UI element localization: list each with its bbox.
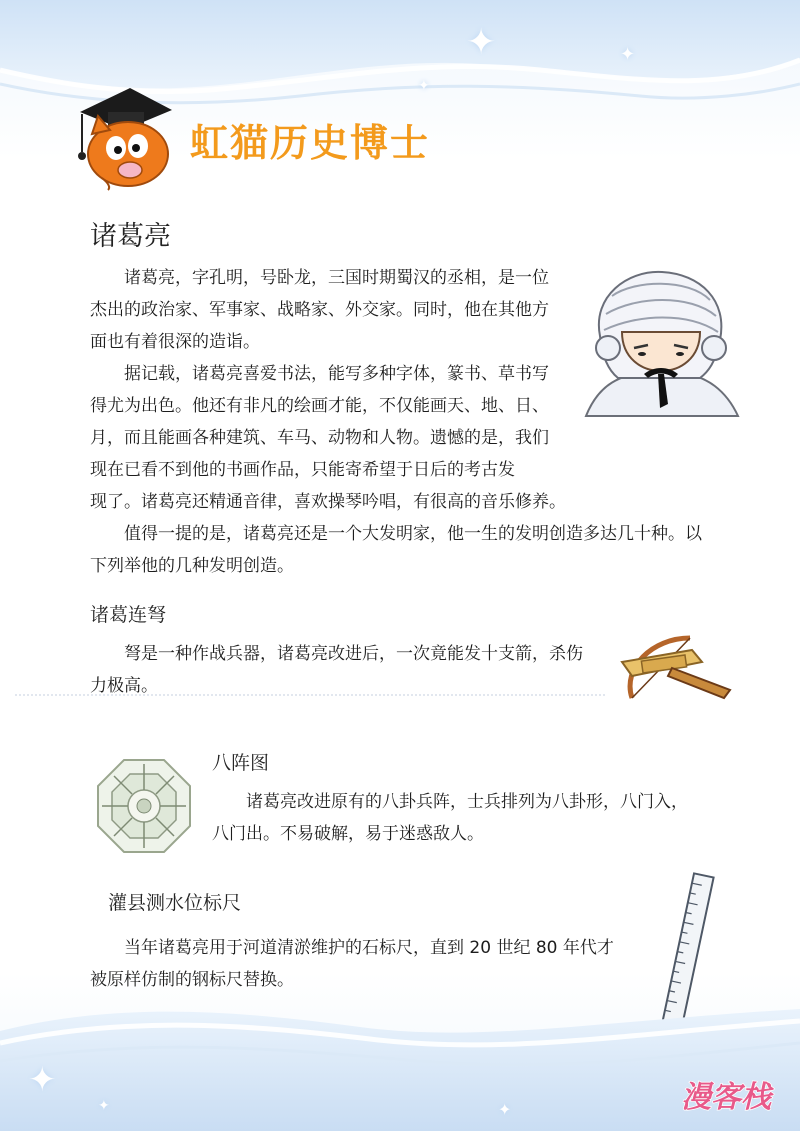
zhuge-liang-portrait — [578, 266, 744, 432]
paragraph-ruler — [90, 932, 650, 996]
paragraph-line: 现在已看不到他的书画作品，只能寄希望于日后的考古发 — [90, 460, 515, 480]
paragraph-line: 下列举他的几种发明创造。 — [90, 556, 294, 576]
section-title-formation: 八阵图 — [212, 752, 270, 774]
bagua-formation-illustration — [94, 756, 194, 856]
paragraph-talents — [90, 358, 580, 518]
paragraph-intro — [90, 262, 570, 358]
paragraph-formation — [212, 786, 732, 850]
star-icon: ✦ — [620, 44, 636, 65]
paragraph-line: 力极高。 — [90, 676, 158, 696]
mascot-cat-icon — [72, 82, 192, 192]
star-icon: ✦ — [498, 1100, 512, 1119]
star-icon: ✦ — [98, 1098, 110, 1114]
paragraph-line: 面也有着很深的造诣。 — [90, 332, 260, 352]
paragraph-line: 现了。诸葛亮还精通音律，喜欢操琴吟唱，有很高的音乐修养。 — [90, 492, 566, 512]
page-title: 虹猫历史博士 — [190, 121, 431, 165]
star-icon: ✦ — [418, 78, 430, 94]
paragraph-line: 八门出。不易破解，易于迷惑敌人。 — [212, 824, 484, 844]
paragraph-line: 弩是一种作战兵器，诸葛亮改进后，一次竟能发十支箭，杀伤 — [124, 644, 583, 664]
paragraph-line: 被原样仿制的钢标尺替换。 — [90, 970, 294, 990]
paragraph-line: 得尤为出色。他还有非凡的绘画才能，不仅能画天、地、日、 — [90, 396, 549, 416]
crossbow-illustration — [612, 628, 740, 718]
article-heading: 诸葛亮 — [90, 221, 171, 252]
section-title-crossbow: 诸葛连弩 — [90, 604, 167, 626]
paragraph-line: 值得一提的是，诸葛亮还是一个大发明家，他一生的发明创造多达几十种。以 — [124, 524, 702, 544]
star-icon: ✦ — [28, 1060, 57, 1100]
paragraph-crossbow — [90, 638, 610, 702]
paragraph-inventions-intro — [90, 518, 740, 582]
paragraph-line: 据记载，诸葛亮喜爱书法，能写多种字体，篆书、草书写 — [124, 364, 549, 384]
svg-text:漫客栈: 漫客栈 — [681, 1080, 771, 1115]
watermark-logo — [666, 1075, 786, 1117]
section-title-ruler: 灌县测水位标尺 — [108, 892, 242, 914]
paragraph-line: 杰出的政治家、军事家、战略家、外交家。同时，他在其他方 — [90, 300, 549, 320]
paragraph-line: 诸葛亮改进原有的八卦兵阵，士兵排列为八卦形，八门入， — [246, 792, 688, 812]
star-icon: ✦ — [466, 22, 497, 63]
paragraph-line: 月，而且能画各种建筑、车马、动物和人物。遗憾的是，我们 — [90, 428, 549, 448]
paragraph-line: 当年诸葛亮用于河道清淤维护的石标尺，直到 20 世纪 80 年代才 — [124, 938, 614, 958]
paragraph-line: 诸葛亮，字孔明，号卧龙，三国时期蜀汉的丞相，是一位 — [124, 268, 549, 288]
section-divider — [15, 694, 605, 696]
